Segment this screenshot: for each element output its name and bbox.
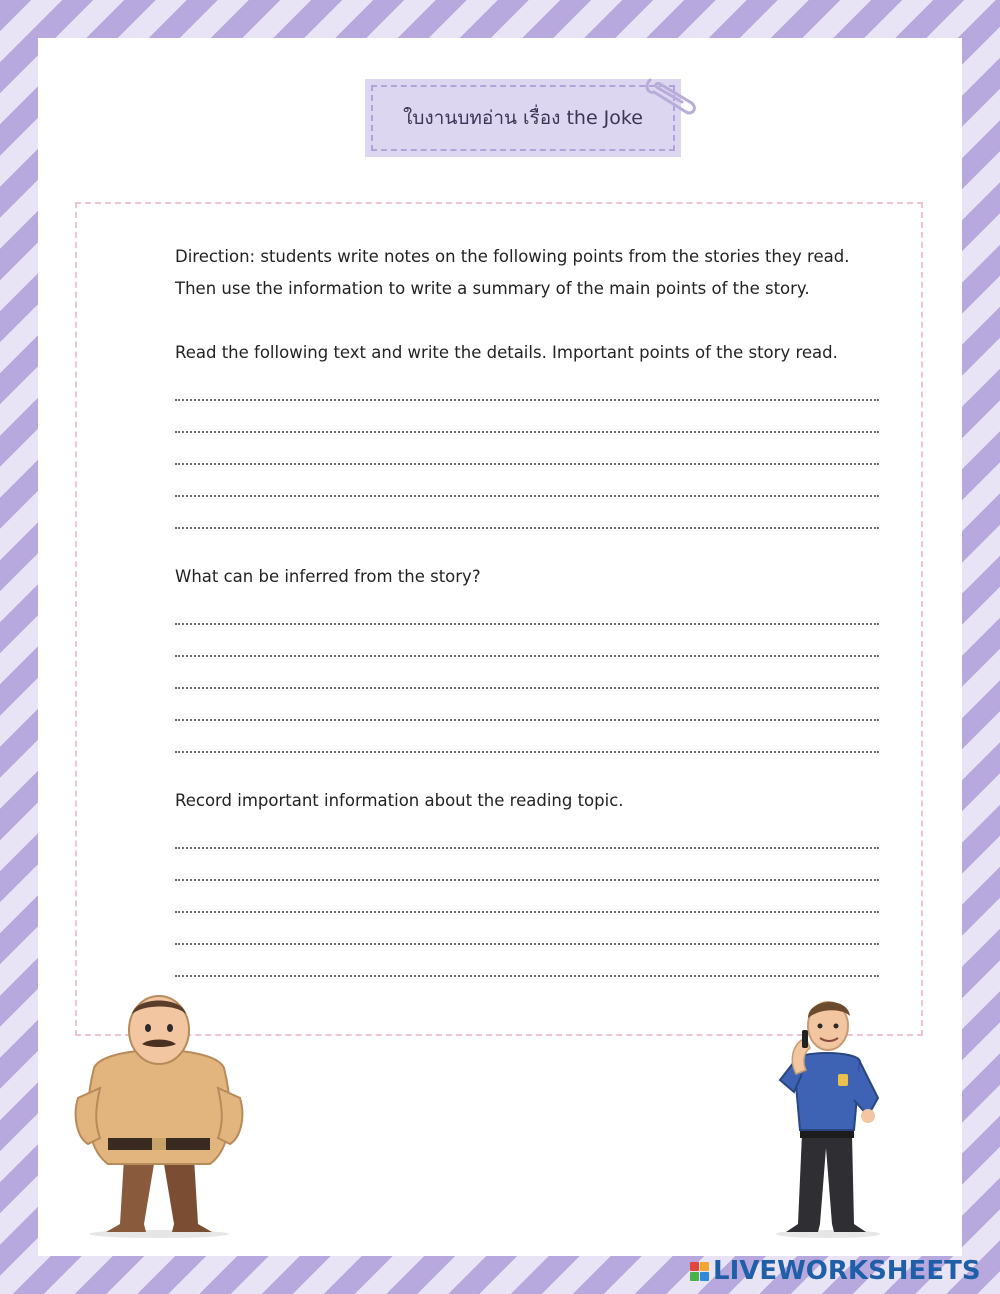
worksheet-content [175, 241, 879, 977]
page-title: ใบงานบทอ่าน เรื่อง the Joke [371, 85, 675, 151]
question-3: Record important information about the reading topic. [175, 791, 624, 810]
answer-line[interactable] [175, 721, 879, 753]
worksheet-page [38, 38, 962, 1256]
section-2 [175, 561, 879, 753]
title-box [365, 79, 681, 157]
liveworksheets-mark-icon [690, 1262, 709, 1281]
answer-line[interactable] [175, 881, 879, 913]
direction-line-1: Direction: students write notes on the following points from the stories they read. [175, 247, 850, 266]
police-officer-illustration [750, 988, 900, 1238]
answer-lines-2 [175, 593, 879, 753]
section-3 [175, 785, 879, 977]
paperclip-icon [642, 68, 696, 118]
answer-line[interactable] [175, 945, 879, 977]
answer-line[interactable] [175, 657, 879, 689]
answer-line[interactable] [175, 849, 879, 881]
question-2: What can be inferred from the story? [175, 567, 481, 586]
answer-line[interactable] [175, 401, 879, 433]
section-1 [175, 337, 879, 529]
answer-line[interactable] [175, 465, 879, 497]
answer-line[interactable] [175, 497, 879, 529]
brand-name: LIVEWORKSHEETS [713, 1256, 981, 1286]
answer-line[interactable] [175, 625, 879, 657]
liveworksheets-logo [690, 1256, 981, 1286]
answer-lines-1 [175, 369, 879, 529]
answer-line[interactable] [175, 689, 879, 721]
direction-line-2: Then use the information to write a summary of the main points of the story. [175, 279, 810, 298]
question-1: Read the following text and write the details. Important points of the story read. [175, 343, 838, 362]
direction-text [175, 241, 879, 305]
answer-lines-3 [175, 817, 879, 977]
answer-line[interactable] [175, 593, 879, 625]
answer-line[interactable] [175, 369, 879, 401]
answer-line[interactable] [175, 913, 879, 945]
answer-line[interactable] [175, 433, 879, 465]
answer-line[interactable] [175, 817, 879, 849]
man-illustration [64, 988, 254, 1238]
